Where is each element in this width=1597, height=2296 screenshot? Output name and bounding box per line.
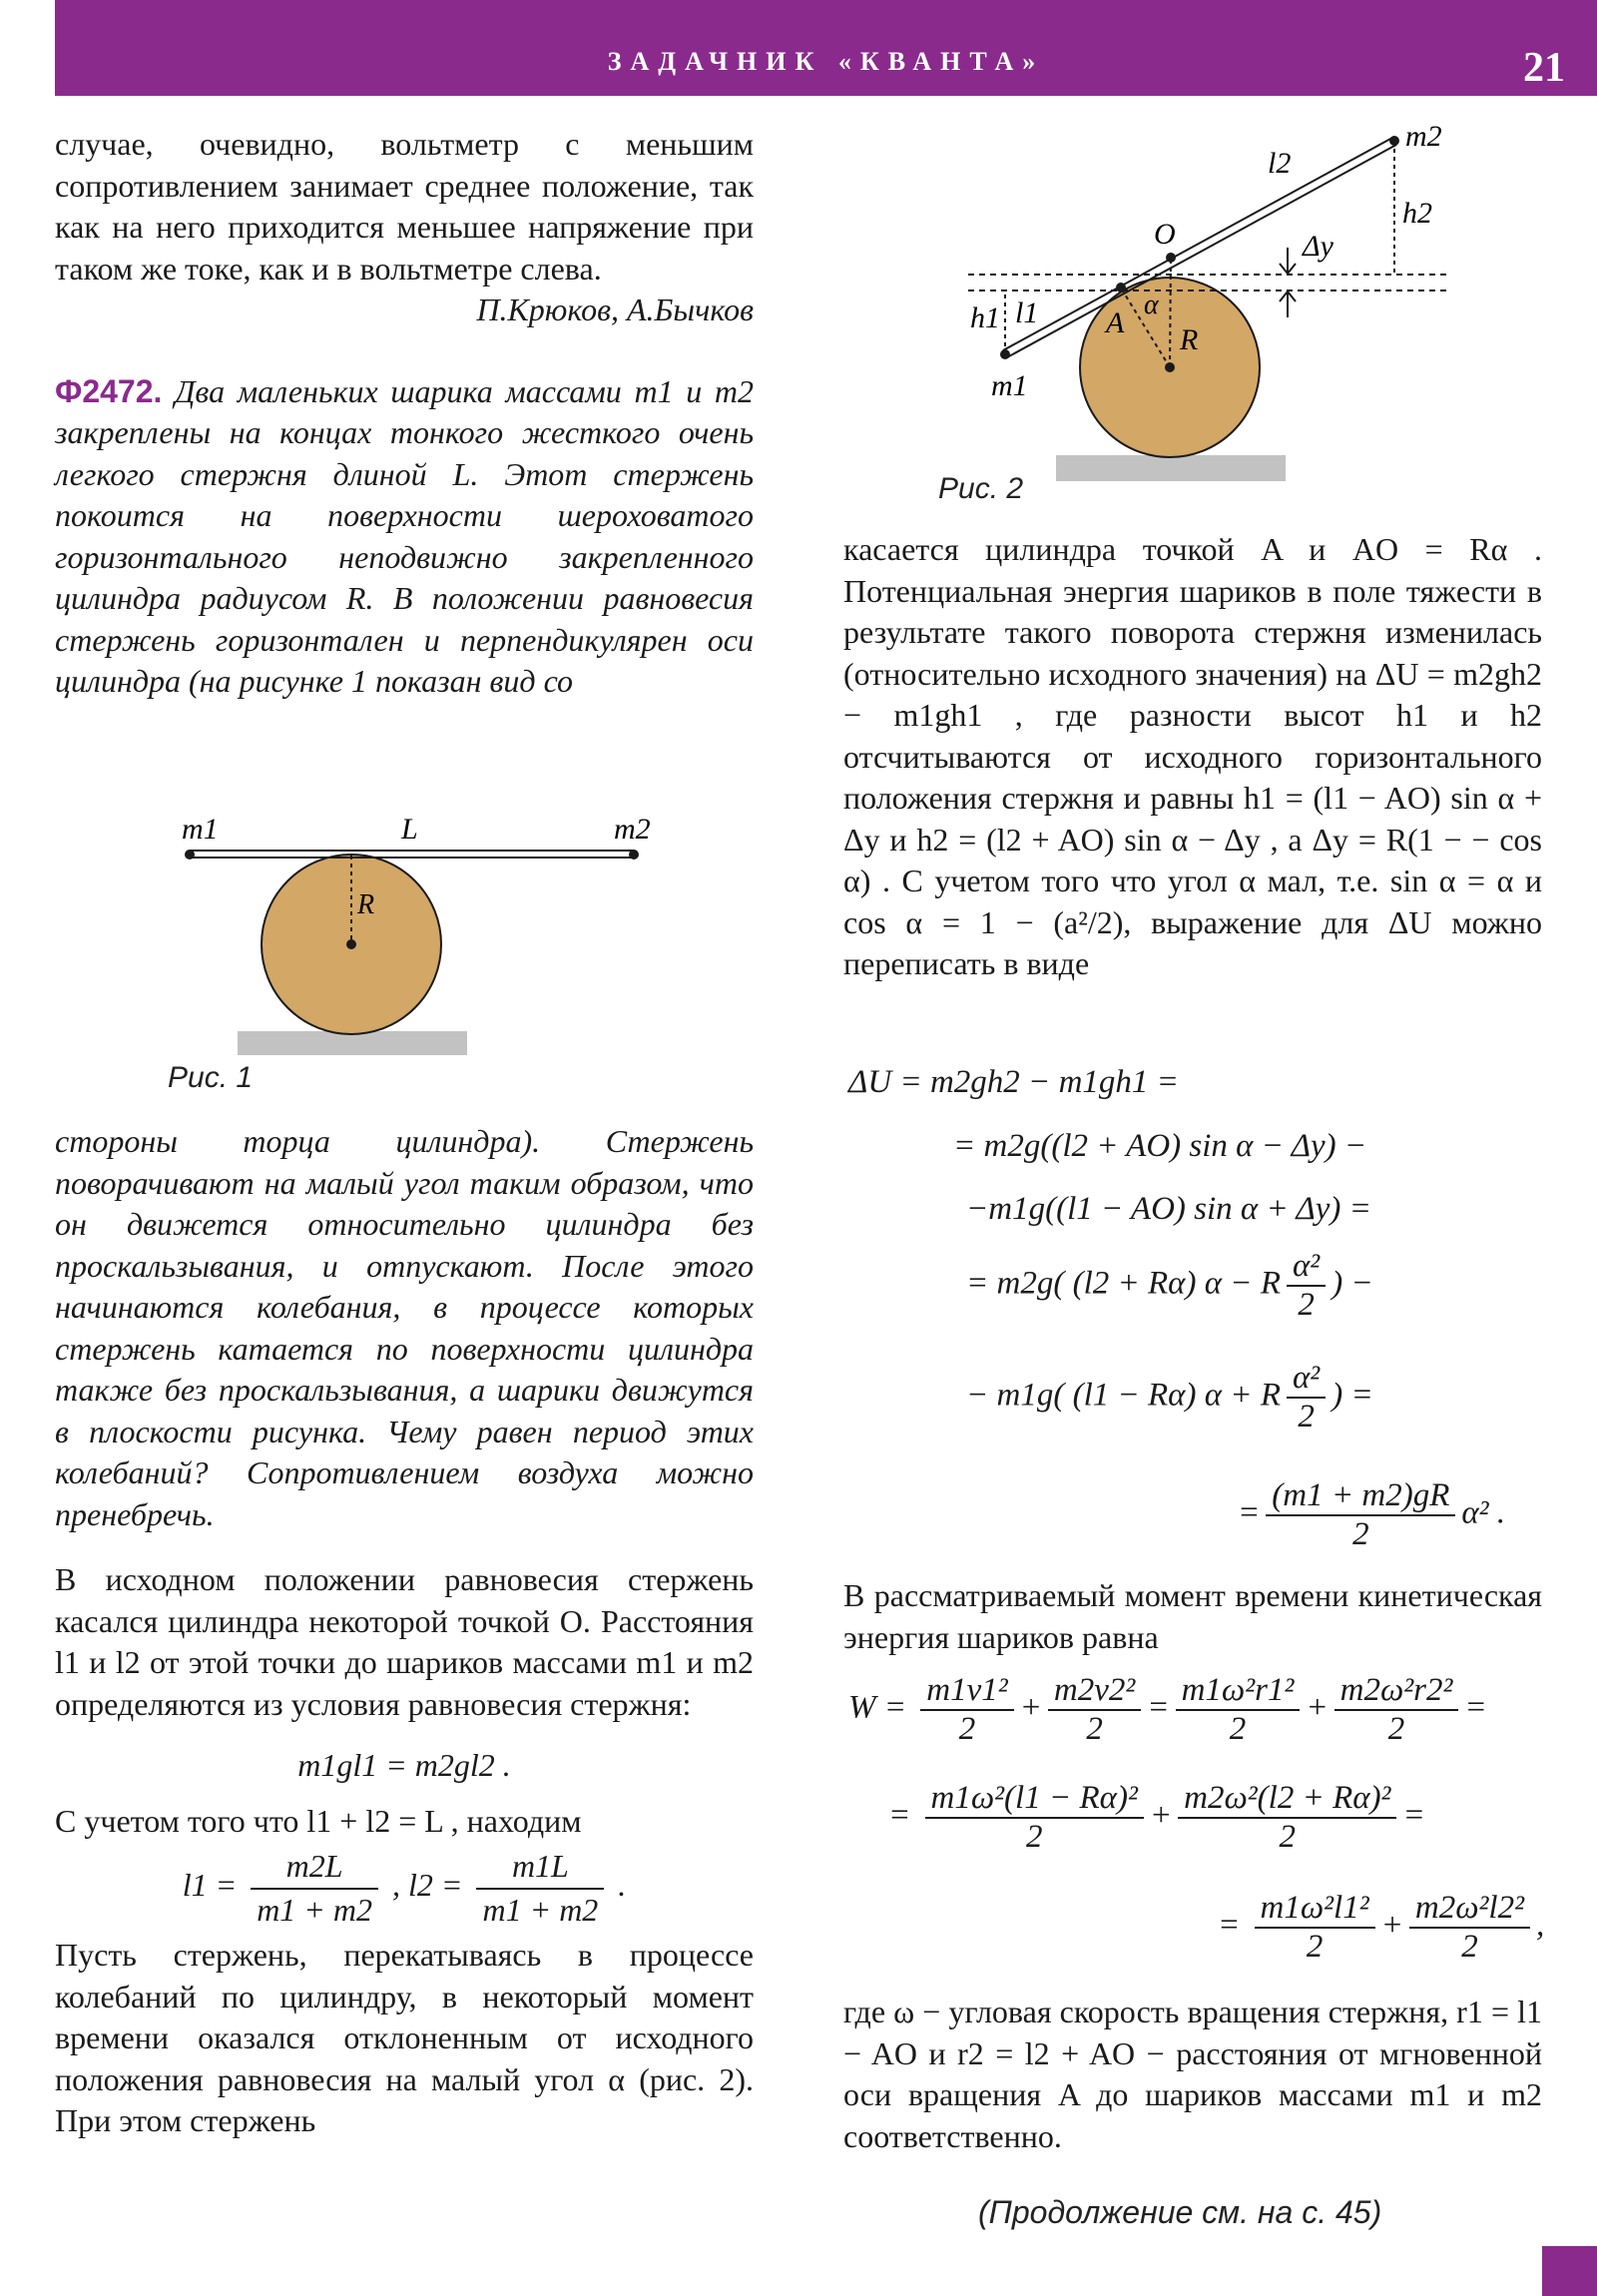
label-L: L — [401, 814, 418, 846]
du4-den: 2 — [1298, 1287, 1315, 1323]
fraction-l2-num: m1L — [476, 1846, 604, 1890]
fraction-l1 — [251, 1846, 378, 1931]
page-corner-tab — [1542, 2246, 1597, 2296]
du4-num: α² — [1287, 1248, 1326, 1287]
right-column-text-3 — [843, 1992, 1542, 2157]
author-signature: П.Крюков, А.Бычков — [476, 291, 754, 327]
label-2-m1: m1 — [991, 369, 1028, 402]
page-number: 21 — [1523, 45, 1565, 91]
solution-paragraph-6: где ω − угловая скорость вращения стержня, r1 = l1 − AO и r2 = l2 + AO − расстояния от мгновенной оси вращения A до шариков массами m1 и m2 соответственно. — [843, 1994, 1542, 2154]
w1-f4-den: 2 — [1387, 1711, 1405, 1747]
label-R: R — [357, 889, 375, 920]
w2-label: = — [888, 1797, 911, 1834]
w-line-3 — [1218, 1890, 1544, 1966]
du-line-1: ΔU = m2gh2 − m1gh1 = — [848, 1064, 1179, 1100]
w2-f1-den: 2 — [1025, 1819, 1043, 1855]
page-header — [55, 0, 1597, 96]
label-2-alpha: α — [1144, 289, 1159, 320]
point-A — [1116, 283, 1126, 292]
ground-2 — [1056, 455, 1286, 481]
continuation-note: (Продолжение см. на с. 45) — [978, 2194, 1382, 2230]
ball-m2 — [629, 850, 639, 860]
eq-l1-label: l1 = — [182, 1866, 238, 1903]
intro-paragraph: случае, очевидно, вольтметр с меньшим сопротивлением занимает среднее положение, так как на него приходится меньшее напряжение при таком же токе, как и в вольтметре слева. — [55, 126, 754, 287]
journal-section-title: ЗАДАЧНИК «КВАНТА» — [607, 47, 1045, 76]
label-m2: m2 — [614, 814, 651, 846]
w3-plus: + — [1380, 1907, 1403, 1944]
figure-2 — [958, 118, 1557, 497]
w1-plus-1: + — [1019, 1689, 1042, 1726]
solution-paragraph-1: В исходном положении равновесия стержень касался цилиндра некоторой точкой O. Расстояния l1 и l2 от этой точки до шариков массами m1 и m2 определяются из условия равновесия стержня: — [55, 1561, 754, 1722]
equation-equilibrium: m1gl1 = m2gl2 . — [297, 1747, 511, 1783]
w1-f4-num: m2ω²r2² — [1334, 1672, 1459, 1711]
w3-frac-2 — [1409, 1890, 1530, 1966]
w2-frac-2 — [1178, 1780, 1396, 1856]
label-2-O: O — [1154, 218, 1176, 251]
fraction-l2 — [476, 1846, 604, 1931]
problem-text-1: Два маленьких шарика массами m1 и m2 закреплены на концах тонкого жесткого очень легкого стержня длиной L. Этот стержень покоится на поверхности шероховатого горизонтального неподвижно закрепленного цилиндра радиусом R. В положении равновесия стержень горизонтален и перпендикулярен оси цилиндра (на рисунке 1 показан вид со — [55, 372, 755, 699]
label-2-R: R — [1180, 323, 1199, 356]
w1-frac-1 — [920, 1672, 1013, 1748]
w2-f2-den: 2 — [1279, 1819, 1297, 1855]
du6-fraction — [1266, 1477, 1455, 1553]
equation-lengths: l1 = $\frac{m2L}{m1 + m2}$ , l2 = $\frac{m1L}{m1 + m2}$ . — [55, 1846, 754, 1931]
solution-paragraph-2: С учетом того что l1 + l2 = L , находим — [55, 1802, 582, 1839]
figure-1 — [160, 814, 679, 1063]
du-line-4 — [966, 1248, 1373, 1324]
left-column-lower — [55, 1121, 754, 2142]
w-line-1 — [848, 1672, 1487, 1748]
label-2-l2: l2 — [1268, 147, 1292, 180]
w1-f1-den: 2 — [958, 1711, 976, 1747]
w1-eq: = — [1147, 1689, 1170, 1726]
w1-plus-2: + — [1306, 1689, 1329, 1726]
right-column-text-1 — [843, 529, 1542, 985]
w1-f1-num: m1v1² — [920, 1672, 1013, 1711]
w2-frac-1 — [925, 1780, 1144, 1856]
w1-f3-den: 2 — [1229, 1711, 1247, 1747]
du5-fraction — [1287, 1360, 1326, 1435]
w3-f1-den: 2 — [1306, 1929, 1324, 1965]
problem-statement-1 — [55, 371, 754, 703]
du-line-5 — [966, 1360, 1373, 1435]
w3-frac-1 — [1255, 1890, 1375, 1966]
w1-frac-2 — [1048, 1672, 1141, 1748]
center-1 — [346, 939, 356, 949]
du5-num: α² — [1287, 1360, 1326, 1399]
du-line-2: = m2g((l2 + AO) sin α − Δy) − — [953, 1128, 1367, 1164]
label-m1: m1 — [182, 814, 219, 846]
du4-fraction — [1287, 1248, 1326, 1324]
w2-f1-num: m1ω²(l1 − Rα)² — [925, 1780, 1144, 1819]
w1-frac-3 — [1176, 1672, 1301, 1748]
figure-2-caption: Рис. 2 — [938, 472, 1024, 505]
du-line-6 — [1238, 1477, 1505, 1553]
du4-right: ) − — [1331, 1265, 1373, 1302]
label-2-h2: h2 — [1402, 197, 1432, 230]
w1-label: W = — [848, 1689, 907, 1726]
figure-1-caption: Рис. 1 — [168, 1061, 254, 1094]
fraction-l1-num: m2L — [251, 1846, 378, 1890]
du5-left: − m1g( (l1 − Rα) α + R — [966, 1377, 1281, 1414]
du6-den: 2 — [1352, 1516, 1369, 1552]
fraction-l1-den: m1 + m2 — [257, 1891, 372, 1928]
ball-m1 — [185, 850, 195, 860]
w1-f2-num: m2v2² — [1048, 1672, 1141, 1711]
left-column — [55, 124, 754, 703]
label-2-h1: h1 — [970, 301, 1000, 334]
w3-label: = — [1218, 1907, 1241, 1944]
label-2-dy: Δy — [1303, 230, 1333, 263]
w2-end: = — [1402, 1797, 1425, 1834]
fraction-l2-den: m1 + m2 — [482, 1891, 599, 1928]
label-2-A: A — [1106, 306, 1125, 339]
w3-f2-num: m2ω²l2² — [1409, 1890, 1530, 1929]
du4-left: = m2g( (l2 + Rα) α − R — [966, 1265, 1281, 1302]
w1-f3-num: m1ω²r1² — [1176, 1672, 1301, 1711]
point-O — [1166, 253, 1176, 263]
solution-paragraph-4: касается цилиндра точкой A и AO = Rα . Потенциальная энергия шариков в поле тяжести в результате такого поворота стержня изменилась (относительно исходного значения) на ΔU = m2gh2 − m1gh1 , где разности высот h1 и h2 отсчитываются от исходного горизонтального положения стержня и равны h1 = (l1 − AO) sin α + Δy и h2 = (l2 + AO) sin α − Δy , а Δy = R(1 − − cos α) . С учетом того что угол α мал, т.е. sin α = α и cos α = 1 − (a²/2), выражение для ΔU можно переписать в виде — [843, 531, 1542, 981]
du-line-3: −m1g((l1 − AO) sin α + Δy) = — [966, 1191, 1371, 1227]
w2-plus: + — [1149, 1797, 1173, 1834]
eq-l2-label: , l2 = — [392, 1866, 463, 1903]
du6-left: = — [1238, 1494, 1261, 1531]
w1-f2-den: 2 — [1086, 1711, 1103, 1747]
du6-num: (m1 + m2)gR — [1266, 1477, 1455, 1516]
w3-f1-num: m1ω²l1² — [1255, 1890, 1375, 1929]
problem-id: Ф2472. — [55, 372, 163, 409]
problem-statement-2: стороны торца цилиндра). Стержень поворачивают на малый угол таким образом, что он движется относительно цилиндра без проскальзывания, и отпускают. После этого начинаются колебания, в процессе которых стержень катается по поверхности цилиндра также без проскальзывания, а шарики движутся в плоскости рисунка. Чему равен период этих колебаний? Сопротивлением воздуха можно пренебречь. — [55, 1123, 754, 1532]
center-2 — [1165, 362, 1175, 372]
du6-right: α² . — [1461, 1494, 1506, 1531]
w1-end: = — [1464, 1689, 1487, 1726]
right-column-text-2 — [843, 1575, 1542, 1658]
du5-right: ) = — [1331, 1377, 1373, 1414]
w3-end: , — [1536, 1907, 1545, 1944]
w3-f2-den: 2 — [1461, 1929, 1478, 1965]
du5-den: 2 — [1298, 1399, 1315, 1435]
w2-f2-num: m2ω²(l2 + Rα)² — [1178, 1780, 1396, 1819]
ball-2-m2 — [1389, 136, 1399, 146]
w1-frac-4 — [1334, 1672, 1459, 1748]
solution-paragraph-5: В рассматриваемый момент времени кинетическая энергия шариков равна — [843, 1577, 1542, 1655]
label-2-l1: l1 — [1015, 296, 1039, 329]
ball-2-m1 — [1000, 349, 1010, 359]
solution-paragraph-3: Пусть стержень, перекатываясь в процессе колебаний по цилиндру, в некоторый момент времени оказался отклоненным от исходного положения равновесия на малый угол α (рис. 2). При этом стержень — [55, 1937, 755, 2138]
label-2-m2: m2 — [1405, 120, 1442, 153]
w-line-2 — [888, 1780, 1425, 1856]
